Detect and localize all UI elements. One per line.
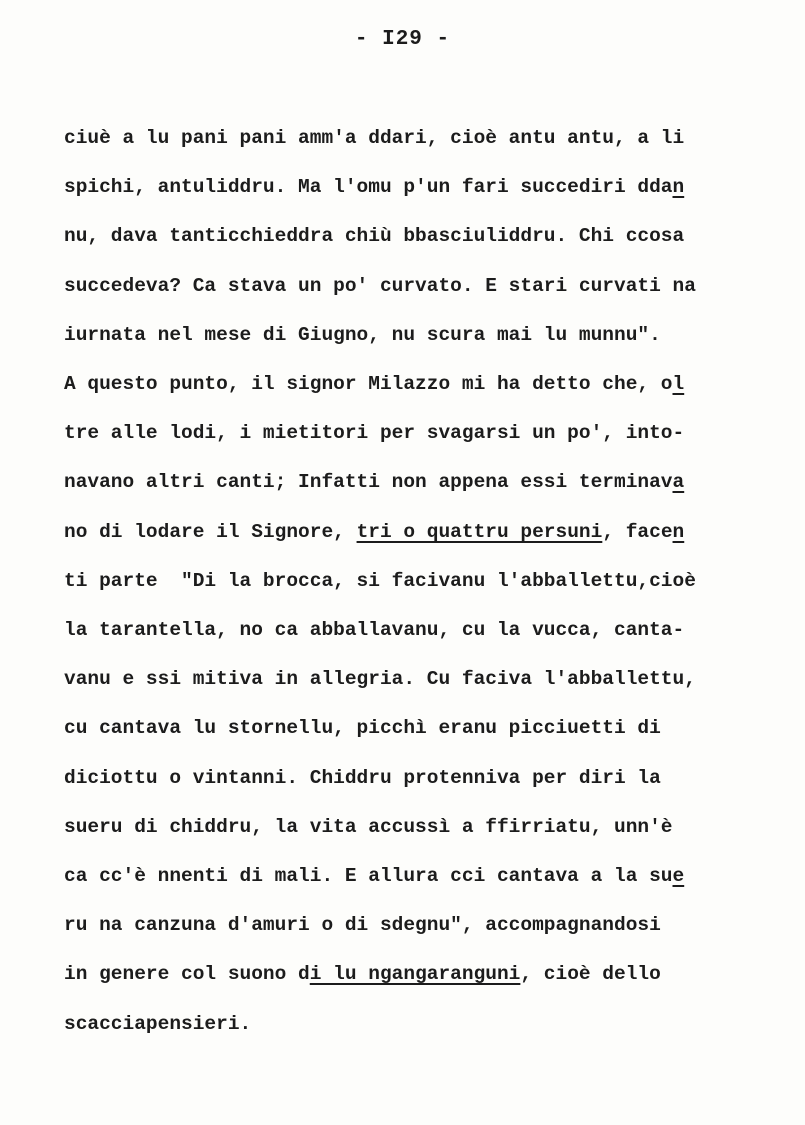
text-segment: ca cc'è nnenti di mali. E allura cci cantava a la su	[64, 865, 673, 887]
text-line	[64, 517, 684, 547]
underlined-text: tri o quattru persuni	[356, 520, 603, 543]
text-line	[64, 861, 684, 891]
text-segment: scacciapensieri.	[64, 1012, 252, 1035]
text-line	[64, 418, 684, 448]
text-segment: , cioè dello	[520, 963, 661, 986]
text-segment: succedeva? Ca stava un po' curvato. E stari curvati na	[64, 274, 696, 297]
text-segment: cu cantava lu stornellu, picchì eranu picciuetti di	[64, 717, 661, 740]
text-line	[64, 369, 684, 399]
text-segment: vanu e ssi mitiva in allegria. Cu faciva l'abballettu,	[64, 668, 696, 691]
text-line	[64, 910, 661, 940]
underlined-text: i lu ngangaranguni	[309, 963, 521, 986]
text-segment: ciuè a lu pani pani amm'a ddari, cioè antu antu, a li	[64, 127, 685, 149]
underlined-text: a	[672, 471, 685, 494]
text-line	[64, 615, 684, 645]
text-segment: nu, dava tanticchieddra chiù bbasciuliddru. Chi ccosa	[64, 225, 685, 248]
underlined-text: e	[672, 865, 685, 887]
text-line	[64, 467, 684, 497]
text-line	[64, 123, 684, 153]
text-segment: A questo punto, il signor Milazzo mi ha detto che, o	[64, 373, 673, 395]
text-segment: iurnata nel mese di Giugno, nu scura mai lu munnu".	[64, 323, 661, 346]
text-segment: navano altri canti; Infatti non appena essi terminav	[64, 471, 673, 494]
text-line	[64, 812, 673, 842]
text-line	[64, 664, 696, 694]
text-line	[64, 172, 684, 202]
text-segment: ti parte "Di la brocca, si facivanu l'abballettu,cioè	[64, 569, 696, 592]
text-segment: diciottu o vintanni. Chiddru protenniva per diri la	[64, 766, 661, 789]
text-segment: spichi, antuliddru. Ma l'omu p'un fari succediri dda	[64, 176, 673, 199]
text-line	[64, 271, 696, 301]
text-line	[64, 959, 661, 989]
underlined-text: n	[672, 176, 685, 199]
text-line	[64, 713, 661, 743]
text-segment: sueru di chiddru, la vita accussì a ffirriatu, unn'è	[64, 815, 673, 838]
text-line	[64, 1009, 251, 1039]
underlined-text: n	[672, 520, 685, 543]
underlined-text: l	[672, 373, 685, 395]
page-number: - I29 -	[354, 28, 451, 51]
text-line	[64, 566, 696, 596]
text-segment: la tarantella, no ca abballavanu, cu la vucca, canta-	[64, 619, 685, 641]
text-line	[64, 320, 661, 350]
text-line	[64, 221, 684, 251]
text-segment: no di lodare il Signore,	[64, 520, 357, 543]
text-line	[64, 763, 661, 793]
text-segment: in genere col suono d	[64, 963, 310, 986]
text-segment: tre alle lodi, i mietitori per svagarsi un po', into-	[64, 422, 685, 445]
text-segment: ru na canzuna d'amuri o di sdegnu", accompagnandosi	[64, 914, 661, 937]
text-segment: , face	[602, 520, 673, 543]
